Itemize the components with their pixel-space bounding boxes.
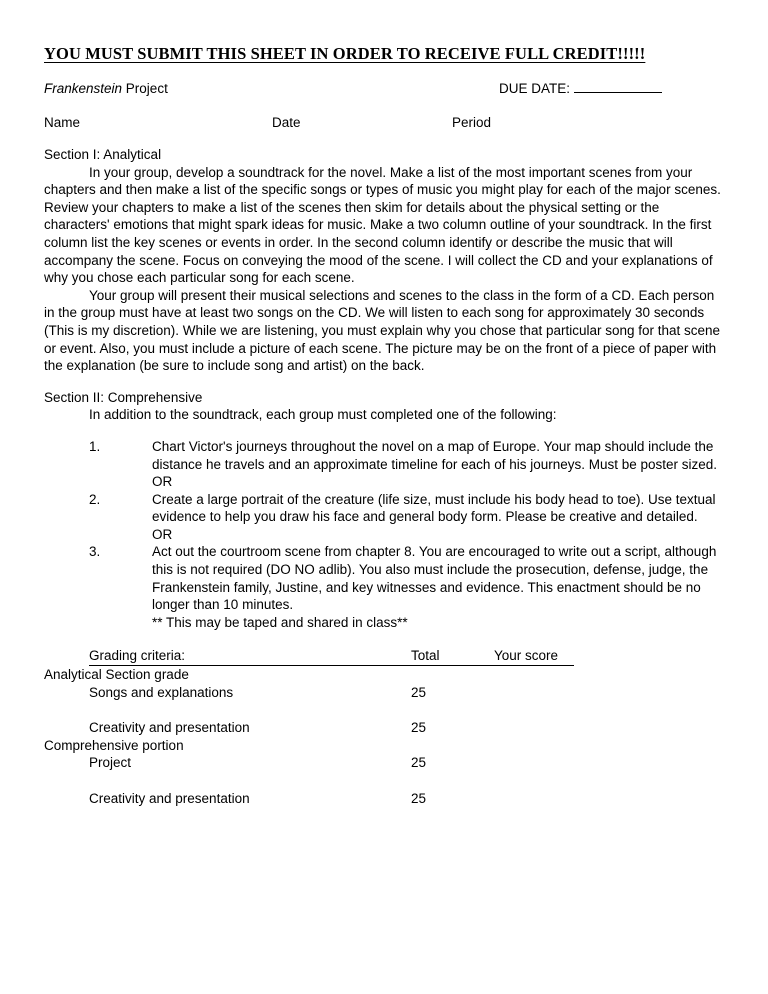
criteria-points: 25 xyxy=(411,720,427,736)
grading-table-header xyxy=(89,647,574,666)
criteria-label: Creativity and presentation xyxy=(89,790,250,806)
table-row xyxy=(44,684,724,702)
options-list xyxy=(44,438,724,632)
grading-group-label: Comprehensive portion xyxy=(44,737,184,753)
criteria-label: Creativity and presentation xyxy=(89,720,250,736)
project-word: Project xyxy=(122,81,168,96)
criteria-points: 25 xyxy=(411,755,427,771)
spacer xyxy=(44,424,724,438)
criteria-label: Songs and explanations xyxy=(89,685,234,701)
column-header-criteria: Grading criteria: xyxy=(89,648,186,664)
grading-group-label: Analytical Section grade xyxy=(44,667,189,683)
table-row xyxy=(44,754,724,772)
list-item-text: Chart Victor's journeys throughout the novel on a map of Europe. Your map should include the distance he travels and an approximate timeline for each of his journeys. Must be poster sized. xyxy=(152,438,718,472)
table-row-group-label xyxy=(44,666,724,684)
criteria-label: Project xyxy=(89,755,132,771)
name-field-label: Name xyxy=(44,115,81,130)
page-title: YOU MUST SUBMIT THIS SHEET IN ORDER TO RECEIVE FULL CREDIT!!!!! xyxy=(44,44,646,63)
list-item-text: Create a large portrait of the creature (life size, must include his body head to toe). Use textual evidence to help you draw his face and general body form. Please be creative and detailed. xyxy=(152,491,716,525)
grading-table xyxy=(44,647,724,807)
or-separator: OR xyxy=(152,474,173,490)
taping-note: ** This may be taped and shared in class** xyxy=(152,614,408,630)
project-and-due-date-row xyxy=(44,80,724,98)
list-item-number: 2. xyxy=(89,491,101,507)
section-one-paragraph-1: In your group, develop a soundtrack for the novel. Make a list of the most important scenes from your chapters and then make a list of the specific songs or types of music you might play for each of the major scenes. Review your chapters to make a list of the scenes then skim for details about the physical setting or the characters' emotions that might spark ideas for music. Make a two column outline of your soundtrack. In the first column list the key scenes or events in order. In the second column identify or describe the music that will accompany the scene. Focus on conveying the mood of the scene. I will collect the CD and your explanations of why you chose each particular song for each scene. xyxy=(44,164,721,286)
criteria-points: 25 xyxy=(411,790,427,806)
list-item xyxy=(44,438,724,473)
table-row-group-label xyxy=(44,737,724,755)
table-row xyxy=(44,790,724,808)
table-row xyxy=(44,719,724,737)
spacer xyxy=(44,702,724,720)
list-item-number: 3. xyxy=(89,544,101,560)
spacer xyxy=(44,375,724,389)
list-item-text: Act out the courtroom scene from chapter 8. You are encouraged to write out a script, although this is not required (DO NO adlib). You also must include the prosecution, defense, judge, the Frankenstein family, Justine, and key witnesses and evidence. This enactment should be no longer than 10 minutes. xyxy=(152,544,717,613)
project-label xyxy=(44,80,168,98)
list-item xyxy=(44,491,724,526)
column-header-total: Total xyxy=(411,648,440,664)
or-separator: OR xyxy=(152,526,173,542)
due-date-label: DUE DATE: xyxy=(499,81,571,96)
criteria-points: 25 xyxy=(411,685,427,701)
date-field-label: Date xyxy=(272,115,301,130)
section-two-intro: In addition to the soundtrack, each group must completed one of the following: xyxy=(89,407,557,423)
due-date-blank-line[interactable] xyxy=(574,81,662,93)
section-two-heading: Section II: Comprehensive xyxy=(44,389,203,405)
due-date-field xyxy=(499,80,662,98)
section-one-heading: Section I: Analytical xyxy=(44,147,162,162)
column-header-your-score: Your score xyxy=(494,648,559,664)
period-field-label: Period xyxy=(452,115,492,130)
project-title-italic: Frankenstein xyxy=(44,81,123,96)
spacer xyxy=(44,772,724,790)
list-item xyxy=(44,543,724,613)
list-item-number: 1. xyxy=(89,438,101,454)
name-date-period-row xyxy=(44,114,724,132)
section-one-paragraph-2: Your group will present their musical selections and scenes to the class in the form of a CD. Each person in the group must have at least two songs on the CD. We will listen to each song for approximately 30 seconds (This is my discretion). While we are listening, you must explain why you chose that particular song for that scene or event. Also, you must include a picture of each scene. The picture may be on the front of a piece of paper with the explanation (be sure to include song and artist) on the back. xyxy=(44,287,721,374)
